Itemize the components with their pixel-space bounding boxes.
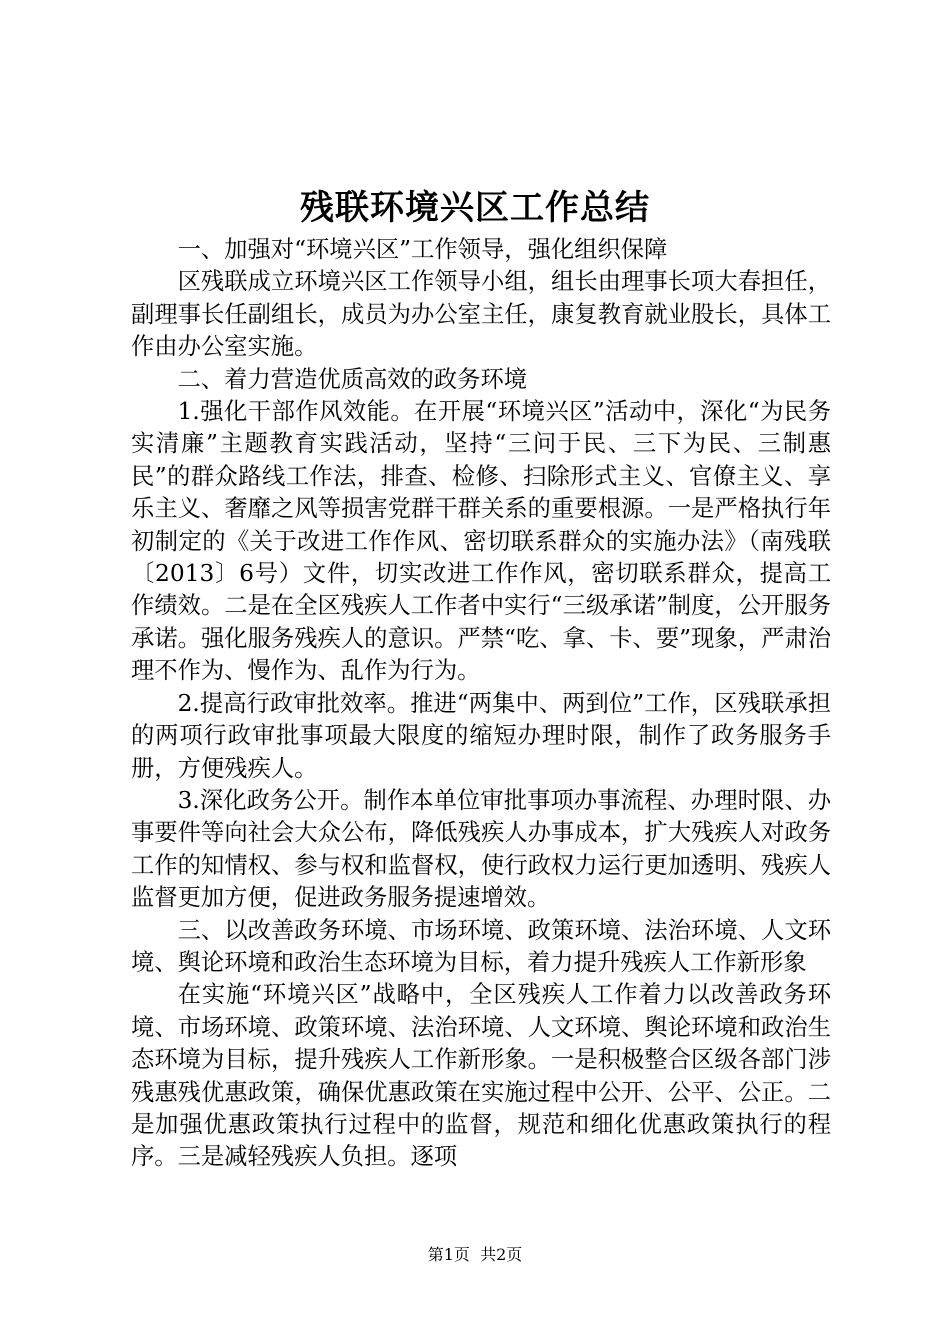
section-heading-1: 一、加强对“环境兴区”工作领导，强化组织保障 xyxy=(177,236,668,263)
paragraph-work-style: 1.强化干部作风效能。在开展“环境兴区”活动中，深化“为民务实清廉”主题教育实践活动，坚持“三问于民、三下为民、三制惠民”的群众路线工作法，排查、检修、扫除形式主义、官僚主义、享乐主义、奢靡之风等损害党群干群关系的重要根源。一是严格执行年初制定的《关于改进工作作风、密切联系群众的实施办法》（南残联〔2013〕6号）文件，切实改进工作作风，密切联系群众，提高工作绩效。二是在全区残疾人工作者中实行“三级承诺”制度，公开服务承诺。强化服务残疾人的意识。严禁“吃、拿、卡、要”现象，严肃治理不作为、慢作为、乱作为行为。 xyxy=(131,398,831,685)
paragraph-government-openness: 3.深化政务公开。制作本单位审批事项办事流程、办理时限、办事要件等向社会大众公布，降低残疾人办事成本，扩大残疾人对政务工作的知情权、参与权和监督权，使行政权力运行更加透明、残疾人监督更加方便，促进政务服务提速增效。 xyxy=(131,786,831,912)
document-title: 残联环境兴区工作总结 xyxy=(300,188,650,228)
section-heading-3: 三、以改善政务环境、市场环境、政策环境、法治环境、人文环境、舆论环境和政治生态环境为目标，着力提升残疾人工作新形象 xyxy=(131,916,831,976)
paragraph-environment-strategy: 在实施“环境兴区”战略中，全区残疾人工作着力以改善政务环境、市场环境、政策环境、法治环境、人文环境、舆论环境和政治生态环境为目标，提升残疾人工作新形象。一是积极整合区级各部门涉残惠残优惠政策，确保优惠政策在实施过程中公开、公平、公正。二是加强优惠政策执行过程中的监督，规范和细化优惠政策执行的程序。三是减轻残疾人负担。逐项 xyxy=(131,981,831,1171)
paragraph-approval-efficiency: 2.提高行政审批效率。推进“两集中、两到位”工作，区残联承担的两项行政审批事项最大限度的缩短办理时限，制作了政务服务手册，方便残疾人。 xyxy=(131,689,831,782)
paragraph-organization: 区残联成立环境兴区工作领导小组，组长由理事长项大春担任，副理事长任副组长，成员为办公室主任，康复教育就业股长，具体工作由办公室实施。 xyxy=(131,268,831,361)
page-footer: 第1页 共2页 xyxy=(427,1245,523,1264)
document-body xyxy=(131,234,831,1174)
section-heading-2: 二、着力营造优质高效的政务环境 xyxy=(177,365,528,393)
